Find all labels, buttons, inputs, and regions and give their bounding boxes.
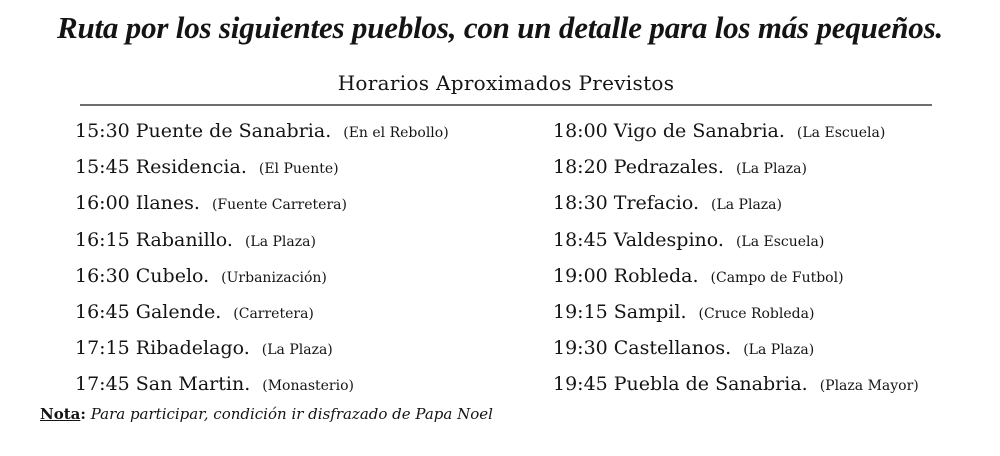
stop-place: (La Plaza) xyxy=(735,161,807,178)
schedule-row xyxy=(75,370,449,406)
schedule-row xyxy=(75,117,449,153)
stop-town: Puente de Sanabria. xyxy=(135,120,332,142)
stop-time: 15:30 xyxy=(75,120,130,142)
stop-place: (La Plaza) xyxy=(261,342,333,359)
stop-town: Galende. xyxy=(135,300,222,323)
schedule-row xyxy=(553,262,919,298)
stop-place: (Campo de Futbol) xyxy=(710,269,844,286)
stop-time: 19:00 xyxy=(553,264,608,287)
stop-time: 17:45 xyxy=(75,373,130,396)
schedule-row xyxy=(553,189,919,225)
stop-place: (El Puente) xyxy=(258,161,339,178)
stop-time: 19:45 xyxy=(553,373,608,396)
stop-town: Residencia. xyxy=(135,156,247,179)
stop-time: 15:45 xyxy=(75,156,130,179)
stop-place: (Carretera) xyxy=(233,305,314,322)
schedule-row xyxy=(553,226,919,262)
schedule-row xyxy=(553,334,919,370)
stop-town: Castellanos. xyxy=(613,337,732,360)
schedule-row xyxy=(553,298,919,334)
stop-place: (Urbanización) xyxy=(221,269,327,286)
divider xyxy=(80,104,932,106)
footnote-label: Nota xyxy=(40,405,81,423)
stop-town: Rabanillo. xyxy=(135,228,233,251)
stop-town: Trefacio. xyxy=(613,192,699,215)
footnote-text: Para participar, condición ir disfrazado de Papa Noel xyxy=(90,405,493,423)
stop-place: (Fuente Carretera) xyxy=(211,197,347,214)
stop-time: 19:15 xyxy=(553,300,608,323)
schedule-column-left xyxy=(75,117,449,407)
stop-place: (La Plaza) xyxy=(743,342,815,359)
stop-place: (En el Rebollo) xyxy=(343,125,449,141)
footnote-separator: : xyxy=(80,405,86,423)
stop-time: 16:30 xyxy=(75,264,130,287)
stop-time: 18:20 xyxy=(553,156,608,179)
schedule-row xyxy=(75,226,449,262)
schedule-row xyxy=(75,189,449,225)
stop-time: 17:15 xyxy=(75,337,130,360)
stop-town: San Martin. xyxy=(135,373,251,396)
stop-time: 16:00 xyxy=(75,192,130,215)
schedule-row xyxy=(75,262,449,298)
stop-place: (La Escuela) xyxy=(735,233,825,250)
stop-place: (La Escuela) xyxy=(796,125,886,141)
stop-time: 18:30 xyxy=(553,192,608,215)
schedule-row xyxy=(75,298,449,334)
stop-town: Cubelo. xyxy=(135,264,210,287)
stop-town: Ilanes. xyxy=(135,192,200,215)
stop-place: (Cruce Robleda) xyxy=(698,305,815,322)
stop-town: Sampil. xyxy=(613,300,687,323)
footnote xyxy=(40,405,493,423)
stop-place: (Plaza Mayor) xyxy=(819,378,919,395)
stop-place: (La Plaza) xyxy=(711,197,782,214)
stop-town: Valdespino. xyxy=(613,228,724,251)
stop-town: Robleda. xyxy=(613,264,699,287)
stop-time: 18:00 xyxy=(553,120,608,142)
headline: Ruta por los siguientes pueblos, con un detalle para los más pequeños. xyxy=(57,10,943,45)
stop-time: 16:45 xyxy=(75,300,130,323)
stop-time: 16:15 xyxy=(75,228,130,251)
schedule-row xyxy=(553,117,919,153)
stop-place: (La Plaza) xyxy=(244,233,316,250)
schedule-subtitle: Horarios Aproximados Previstos xyxy=(337,71,675,95)
stop-town: Ribadelago. xyxy=(135,337,250,360)
stop-town: Vigo de Sanabria. xyxy=(613,120,785,142)
schedule-column-right xyxy=(553,117,919,407)
stop-place: (Monasterio) xyxy=(262,378,354,395)
stop-time: 19:30 xyxy=(553,337,608,360)
schedule-row xyxy=(553,153,919,189)
stop-town: Pedrazales. xyxy=(613,156,724,179)
stop-time: 18:45 xyxy=(553,228,608,251)
stop-town: Puebla de Sanabria. xyxy=(613,373,808,396)
schedule-row xyxy=(75,334,449,370)
schedule-row xyxy=(553,370,919,406)
schedule-row xyxy=(75,153,449,189)
